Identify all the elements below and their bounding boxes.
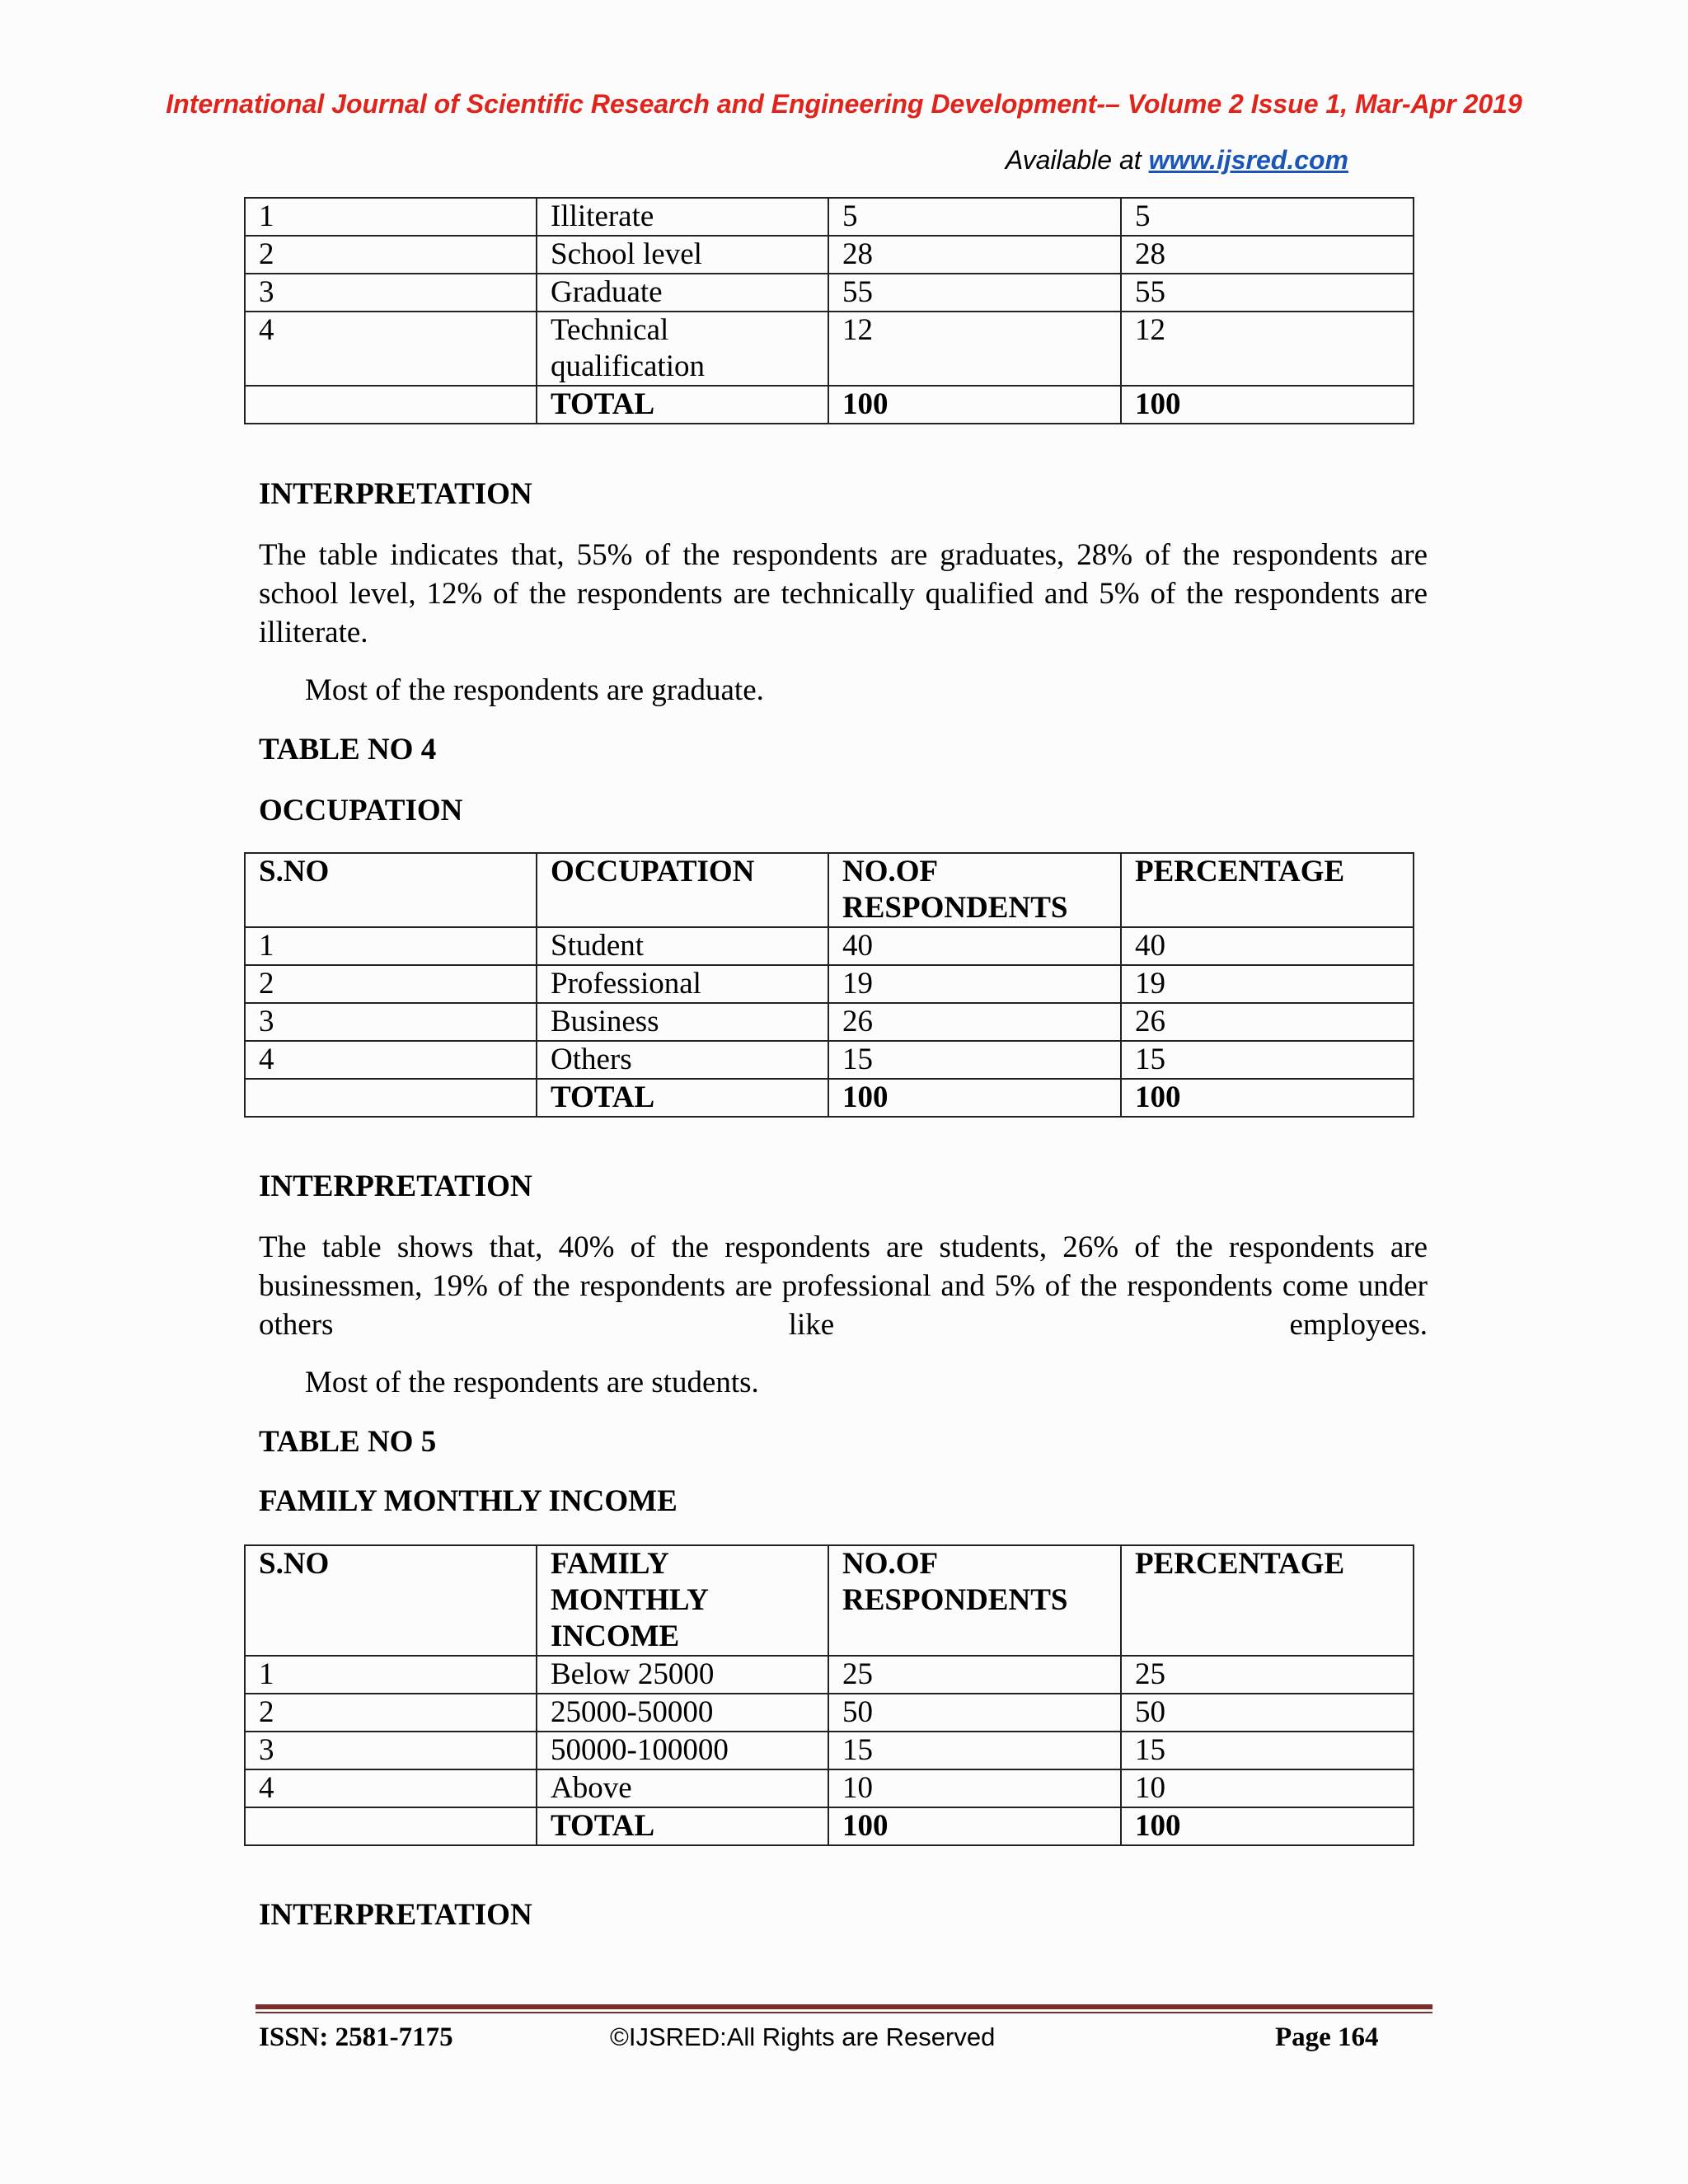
- available-prefix: Available at: [1005, 145, 1142, 175]
- table-cell: Below 25000: [537, 1656, 828, 1694]
- table-cell: Graduate: [537, 274, 828, 312]
- table-label: TABLE NO 5: [259, 1425, 437, 1459]
- table-cell: 3: [245, 274, 537, 312]
- copyright-notice: ©IJSRED:All Rights are Reserved: [610, 2022, 996, 2051]
- table-cell: School level: [537, 236, 828, 274]
- table-cell: 19: [828, 965, 1121, 1003]
- table-cell: 10: [828, 1769, 1121, 1807]
- table-row: [245, 1003, 1414, 1041]
- table-cell: 1: [245, 198, 537, 236]
- website-link[interactable]: www.ijsred.com: [1148, 145, 1348, 175]
- table-cell: 2: [245, 236, 537, 274]
- table-cell: 100: [828, 1079, 1121, 1117]
- table-row: [245, 236, 1414, 274]
- table-cell: 100: [1121, 1079, 1414, 1117]
- table-cell: 19: [1121, 965, 1414, 1003]
- table-cell: Student: [537, 927, 828, 965]
- table-cell: 25: [828, 1656, 1121, 1694]
- table-cell: 15: [828, 1732, 1121, 1769]
- table-cell: Technical qualification: [537, 312, 828, 386]
- table-cell: 2: [245, 1694, 537, 1732]
- table-cell: 28: [1121, 236, 1414, 274]
- column-header: PERCENTAGE: [1121, 1545, 1414, 1656]
- table-cell: TOTAL: [537, 1807, 828, 1845]
- table-row: [245, 1041, 1414, 1079]
- table-cell: 4: [245, 312, 537, 386]
- table-cell: Above: [537, 1769, 828, 1807]
- table-cell: 12: [1121, 312, 1414, 386]
- table-cell: 4: [245, 1769, 537, 1807]
- table-row: [245, 927, 1414, 965]
- table-cell: 50000-100000: [537, 1732, 828, 1769]
- table-row: [245, 965, 1414, 1003]
- table-cell: 100: [828, 386, 1121, 424]
- table-cell: 3: [245, 1003, 537, 1041]
- table-cell: [245, 1079, 537, 1117]
- table-row: [245, 274, 1414, 312]
- table-title: FAMILY MONTHLY INCOME: [259, 1484, 678, 1518]
- column-header: NO.OF RESPONDENTS: [828, 1545, 1121, 1656]
- column-header: S.NO: [245, 1545, 537, 1656]
- table-header-row: [245, 1545, 1414, 1656]
- table-total-row: [245, 1079, 1414, 1117]
- section-heading: INTERPRETATION: [259, 1898, 532, 1932]
- table-cell: 55: [828, 274, 1121, 312]
- table-row: [245, 198, 1414, 236]
- journal-header: International Journal of Scientific Research and Engineering Development-– Volume 2 Issue 1, Mar-Apr 2019: [166, 89, 1522, 119]
- table-cell: TOTAL: [537, 1079, 828, 1117]
- issn-label: ISSN: 2581-7175: [259, 2022, 453, 2052]
- column-header: NO.OF RESPONDENTS: [828, 853, 1121, 927]
- table-cell: 1: [245, 1656, 537, 1694]
- conclusion-line: Most of the respondents are students.: [305, 1366, 759, 1399]
- table-cell: 50: [1121, 1694, 1414, 1732]
- table-cell: 2: [245, 965, 537, 1003]
- table-cell: 40: [828, 927, 1121, 965]
- table-row: [245, 1769, 1414, 1807]
- table-row: [245, 312, 1414, 386]
- table-cell: 50: [828, 1694, 1121, 1732]
- table-cell: 4: [245, 1041, 537, 1079]
- table-cell: Professional: [537, 965, 828, 1003]
- table-row: [245, 1694, 1414, 1732]
- table-cell: 40: [1121, 927, 1414, 965]
- table-cell: 5: [1121, 198, 1414, 236]
- table-cell: [245, 1807, 537, 1845]
- column-header: FAMILY MONTHLY INCOME: [537, 1545, 828, 1656]
- table-cell: 15: [1121, 1732, 1414, 1769]
- table-cell: 100: [1121, 386, 1414, 424]
- table-row: [245, 1732, 1414, 1769]
- table-cell: 25000-50000: [537, 1694, 828, 1732]
- table-cell: 100: [828, 1807, 1121, 1845]
- table-cell: 5: [828, 198, 1121, 236]
- column-header: PERCENTAGE: [1121, 853, 1414, 927]
- section-heading: INTERPRETATION: [259, 477, 532, 511]
- interpretation-paragraph: The table shows that, 40% of the respondents are students, 26% of the respondents are businessmen, 19% of the respondents are professional and 5% of the respondents come under others like employees.: [259, 1230, 1428, 1342]
- page-number: Page 164: [1275, 2022, 1379, 2052]
- table-cell: Business: [537, 1003, 828, 1041]
- table-cell: 15: [828, 1041, 1121, 1079]
- table-cell: TOTAL: [537, 386, 828, 424]
- table-cell: 55: [1121, 274, 1414, 312]
- table-header-row: [245, 853, 1414, 927]
- table-cell: 10: [1121, 1769, 1414, 1807]
- table-row: [245, 1656, 1414, 1694]
- table-total-row: [245, 386, 1414, 424]
- table-label: TABLE NO 4: [259, 733, 437, 766]
- footer-rule-thin: [256, 2012, 1432, 2013]
- table-cell: Others: [537, 1041, 828, 1079]
- footer-rule: [256, 2004, 1432, 2009]
- conclusion-line: Most of the respondents are graduate.: [305, 673, 764, 707]
- column-header: S.NO: [245, 853, 537, 927]
- table-cell: 100: [1121, 1807, 1414, 1845]
- table-cell: 15: [1121, 1041, 1414, 1079]
- table-cell: 3: [245, 1732, 537, 1769]
- table-total-row: [245, 1807, 1414, 1845]
- table-title: OCCUPATION: [259, 794, 463, 827]
- table-cell: 28: [828, 236, 1121, 274]
- interpretation-paragraph: The table indicates that, 55% of the respondents are graduates, 28% of the respondents are school level, 12% of the respondents are technically qualified and 5% of the respondents are illiterate.: [259, 538, 1428, 649]
- availability-line: [1006, 145, 1348, 176]
- table-cell: 12: [828, 312, 1121, 386]
- table-cell: 26: [1121, 1003, 1414, 1041]
- table-cell: Illiterate: [537, 198, 828, 236]
- table-cell: [245, 386, 537, 424]
- table-cell: 26: [828, 1003, 1121, 1041]
- income-table: [244, 1544, 1414, 1846]
- occupation-table: [244, 852, 1414, 1118]
- table-cell: 25: [1121, 1656, 1414, 1694]
- column-header: OCCUPATION: [537, 853, 828, 927]
- section-heading: INTERPRETATION: [259, 1169, 532, 1203]
- education-table: [244, 197, 1414, 424]
- table-cell: 1: [245, 927, 537, 965]
